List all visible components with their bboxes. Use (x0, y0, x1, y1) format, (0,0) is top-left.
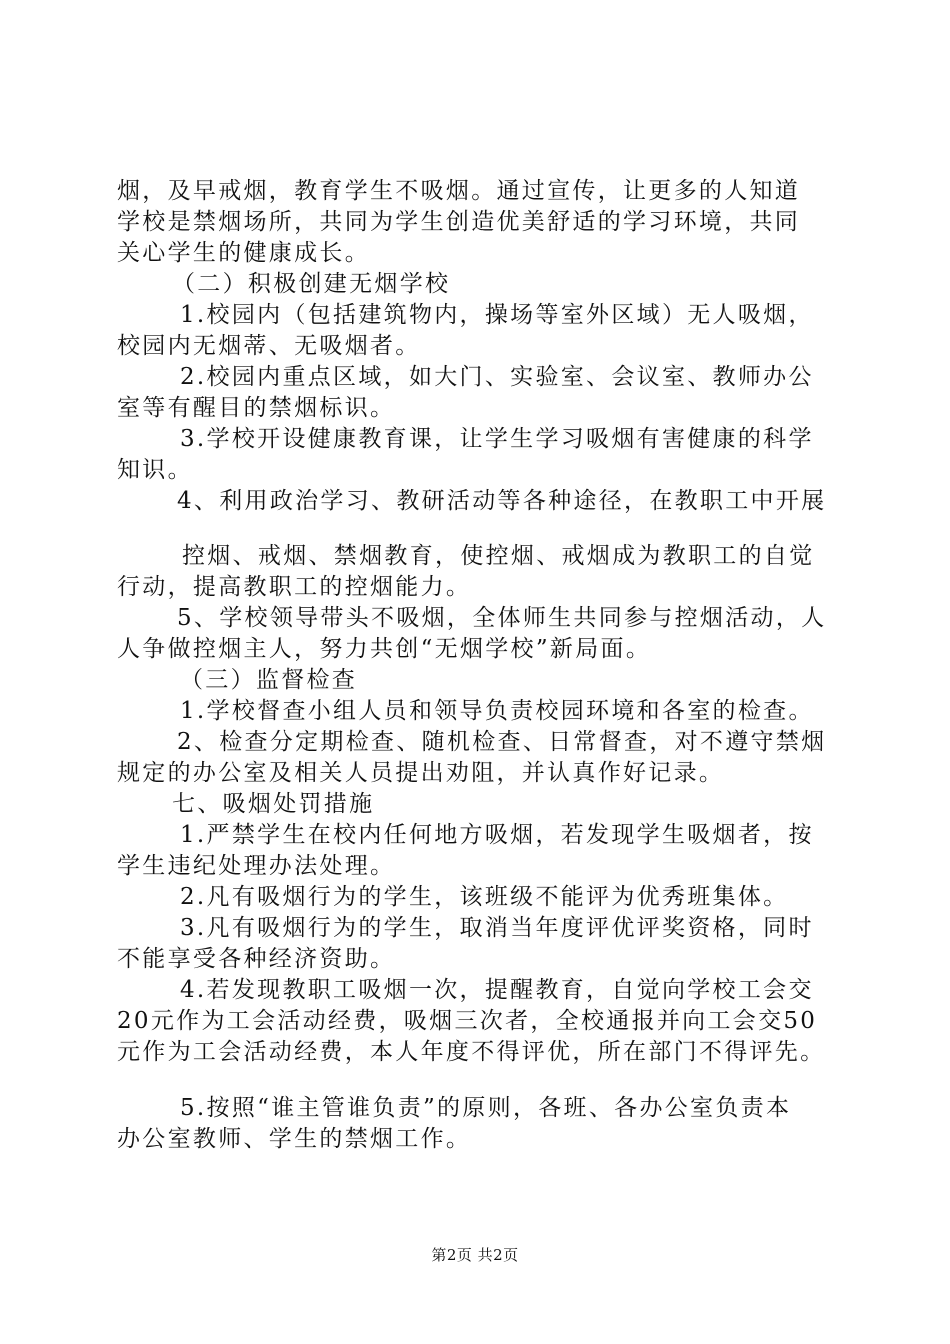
paragraph-line: 校园内无烟蒂、无吸烟者。 (117, 333, 421, 359)
paragraph-line: 2、检查分定期检查、随机检查、日常督查，对不遵守禁烟 (177, 729, 827, 755)
paragraph-line: 规定的办公室及相关人员提出劝阻，并认真作好记录。 (117, 760, 725, 786)
paragraph-line: 3.学校开设健康教育课，让学生学习吸烟有害健康的科学 (180, 426, 814, 452)
paragraph-line: 知识。 (117, 457, 193, 483)
paragraph-line: 人争做控烟主人，努力共创“无烟学校”新局面。 (117, 636, 652, 662)
paragraph-line: 办公室教师、学生的禁烟工作。 (117, 1126, 472, 1152)
section-heading: 七、吸烟处罚措施 (172, 791, 375, 817)
paragraph-line: 学校是禁烟场所，共同为学生创造优美舒适的学习环境，共同 (117, 209, 801, 235)
paragraph-line: 4.若发现教职工吸烟一次，提醒教育，自觉向学校工会交 (180, 977, 814, 1003)
paragraph-line: 控烟、戒烟、禁烟教育，使控烟、戒烟成为教职工的自觉 (182, 543, 815, 569)
paragraph-line: 2.校园内重点区域，如大门、实验室、会议室、教师办公 (180, 364, 814, 390)
paragraph-line: 元作为工会活动经费，本人年度不得评优，所在部门不得评先。 (117, 1039, 826, 1065)
paragraph-line: 1.严禁学生在校内任何地方吸烟，若发现学生吸烟者，按 (180, 822, 814, 848)
paragraph-line: 烟，及早戒烟，教育学生不吸烟。通过宣传，让更多的人知道 (117, 178, 801, 204)
paragraph-line: 20元作为工会活动经费，吸烟三次者，全校通报并向工会交50 (117, 1008, 818, 1034)
paragraph-line: 关心学生的健康成长。 (117, 240, 370, 266)
paragraph-line: 学生违纪处理办法处理。 (117, 853, 396, 879)
section-heading: （三）监督检查 (180, 667, 358, 693)
paragraph-line: 不能享受各种经济资助。 (117, 946, 396, 972)
page-footer: 第2页 共2页 (431, 1246, 519, 1264)
section-heading: （二）积极创建无烟学校 (172, 271, 451, 297)
paragraph-line: 5、学校领导带头不吸烟，全体师生共同参与控烟活动，人 (177, 605, 827, 631)
paragraph-line: 5.按照“谁主管谁负责”的原则，各班、各办公室负责本 (180, 1095, 792, 1121)
paragraph-line: 1.学校督查小组人员和领导负责校园环境和各室的检查。 (180, 698, 814, 724)
paragraph-line: 1.校园内（包括建筑物内，操场等室外区域）无人吸烟， (180, 302, 814, 328)
paragraph-line: 室等有醒目的禁烟标识。 (117, 395, 396, 421)
paragraph-line: 行动，提高教职工的控烟能力。 (117, 574, 472, 600)
paragraph-line: 3.凡有吸烟行为的学生，取消当年度评优评奖资格，同时 (180, 915, 814, 941)
paragraph-line: 2.凡有吸烟行为的学生，该班级不能评为优秀班集体。 (180, 884, 789, 910)
paragraph-line: 4、利用政治学习、教研活动等各种途径，在教职工中开展 (177, 488, 827, 514)
